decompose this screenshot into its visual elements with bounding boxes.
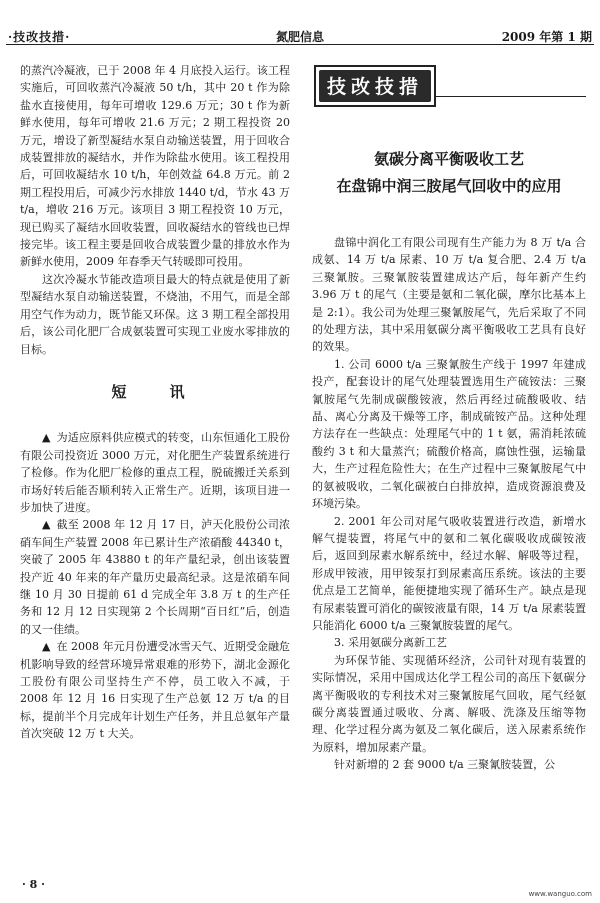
article-title-line2: 在盘锦中润三胺尾气回收中的应用 xyxy=(336,177,562,195)
article-title-line1: 氨碳分离平衡吸收工艺 xyxy=(373,150,524,168)
triangle-bullet-icon: ▲ xyxy=(42,640,51,654)
header-section-label: ·技改技措· xyxy=(8,30,71,44)
journal-name: 氮肥信息 xyxy=(275,30,324,44)
news-item: ▲ 截至 2008 年 12 月 17 日，泸天化股份公司浓硝车间生产装置 2008 年已累计生产浓硝酸 44340 t，突破了 2005 年 43880 t 的年产量纪录，创出该装置投产近 40 年来的年产量历史最高纪录。这是浓硝车间继 10 月 30 日提前 61 d 完成全年 3.8 万 t 的生产任务和 12 月 12 日实现第 2 个长周期“百日红”后，创造的又一佳绩。 xyxy=(20,518,290,636)
section-title: 短 讯 xyxy=(111,382,199,401)
page-number: · 8 · xyxy=(22,878,45,891)
column-banner xyxy=(314,65,436,107)
banner-text: 技改技措 xyxy=(326,76,423,98)
watermark: www.wanguo.com xyxy=(528,890,592,898)
body-paragraph: 1. 公司 6000 t/a 三聚氰胺生产线于 1997 年建成投产，配套设计的尾气处理装置选用生产硫铵法：三聚氰胺尾气先制成碳酸铵液，然后再经过硫酸吸收、结晶、离心分离及干燥等工序，制成硫铵产品。这种处理方法存在一些缺点：处理尾气中的 1 t 氨，需消耗浓硫酸约 3 t 和大量蒸汽；硫酸价格高，腐蚀性强，运输量大，生产过程危险性大；在生产过程中三聚氰胺尾气中的氨被吸收，二氧化碳被白白排放掉，造成资源浪费及环境污染。 xyxy=(312,357,586,511)
article-body xyxy=(312,234,586,774)
news-item: ▲ 在 2008 年元月份遭受冰雪天气、近期受金融危机影响导致的经营环境异常艰难的形势下，湖北金源化工股份有限公司坚持生产不停，员工收入不减，于 2008 年 12 月 16 日实现了生产总氨 12 万 t/a 的目标，提前半个月完成年计划生产任务，并且总氨年产量首次突破 12 万 t 大关。 xyxy=(20,640,290,741)
triangle-bullet-icon: ▲ xyxy=(42,431,51,445)
subheading: 3. 采用氨碳分离新工艺 xyxy=(334,636,447,650)
news-item: ▲ 为适应原料供应模式的转变，山东恒通化工股份有限公司投资近 3000 万元，对化肥生产装置系统进行了检修。作为化肥厂检修的重点工程，脱硫搬迁关系到市场好转后能否顺利转入正常生产。近期，该项目进一步加快了进度。 xyxy=(20,431,291,514)
banner-rule xyxy=(436,96,586,97)
body-paragraph: 为环保节能、实现循环经济，公司针对现有装置的实际情况，采用中国成达化学工程公司的高压下氨碳分离平衡吸收的专利技术对三聚氰胺尾气回收，尾气经氨碳分离装置通过吸收、分离、解吸、洗涤及压缩等物理、化学过程分离为氨及二氧化碳后，送入尿素系统作为原料，增加尿素产量。 xyxy=(312,653,586,754)
page-header xyxy=(0,0,600,44)
header-rule xyxy=(6,44,594,45)
body-paragraph: 针对新增的 2 套 9000 t/a 三聚氰胺装置，公 xyxy=(334,758,556,772)
left-column xyxy=(20,62,290,743)
body-paragraph: 这次冷凝水节能改造项目最大的特点就是使用了新型凝结水泵自动输送装置，不烧油，不用气，而是全部用空气作为动力，既节能又环保。这 3 期工程全部投用后，该公司化肥厂合成氨装置可实现工业废水零排放的目标。 xyxy=(20,272,290,356)
body-paragraph: 2. 2001 年公司对尾气吸收装置进行改造，新增水解气提装置，将尾气中的氨和二氧化碳吸收成碳铵液后，返回到尿素水解系统中，经过水解、解吸等过程，形成甲铵液，用甲铵泵打到尿素高压系统。该法的主要优点是工艺简单，能便捷地实现了循环生产。缺点是现有尿素装置可消化的碳铵液量有限，14 万 t/a 尿素装置只能消化 6000 t/a 三聚氰胺装置的尾气。 xyxy=(312,514,586,632)
body-paragraph: 盘锦中润化工有限公司现有生产能力为 8 万 t/a 合成氨、14 万 t/a 尿素、10 万 t/a 复合肥、2.4 万 t/a 三聚氰胺。三聚氰胺装置建成达产后，每年新产生约 3.96 万 t 的尾气（主要是氨和二氧化碳，摩尔比基本上是 2:1）。我公司为处理三聚氰胺尾气，先后采取了不同的处理方法，其中采用氨碳分离平衡吸收工艺具有良好的效果。 xyxy=(312,236,586,354)
issue-label: 2009 年第 1 期 xyxy=(501,30,592,44)
triangle-bullet-icon: ▲ xyxy=(42,518,51,532)
news-list xyxy=(20,429,290,742)
body-paragraph: 的蒸汽冷凝液，已于 2008 年 4 月底投入运行。该工程实施后，可回收蒸汽冷凝液 50 t/h，其中 20 t 作为除盐水直接使用，每年可增收 129.6 万元；30 t 作为新鲜水使用，每年可增收 21.6 万元；2 期工程投资 20 万元，增设了新型凝结水泵自动输送装置，用于回收合成装置排放的凝结水，并作为除盐水使用。该工程投用后，可回收凝结水 10 t/h，年创效益 64.8 万元。前 2 期工程投用后，可减少污水排放 1440 t/d，节水 43 万 t/a，增收 216 万元。该项目 3 期工程投资 10 万元，现已购买了凝结水回收装置，回收凝结水的管线也已焊接完毕。该工程主要是回收合成装置少量的排放水作为新鲜水使用，2009 年春季天气转暖即可投用。 xyxy=(20,64,290,269)
